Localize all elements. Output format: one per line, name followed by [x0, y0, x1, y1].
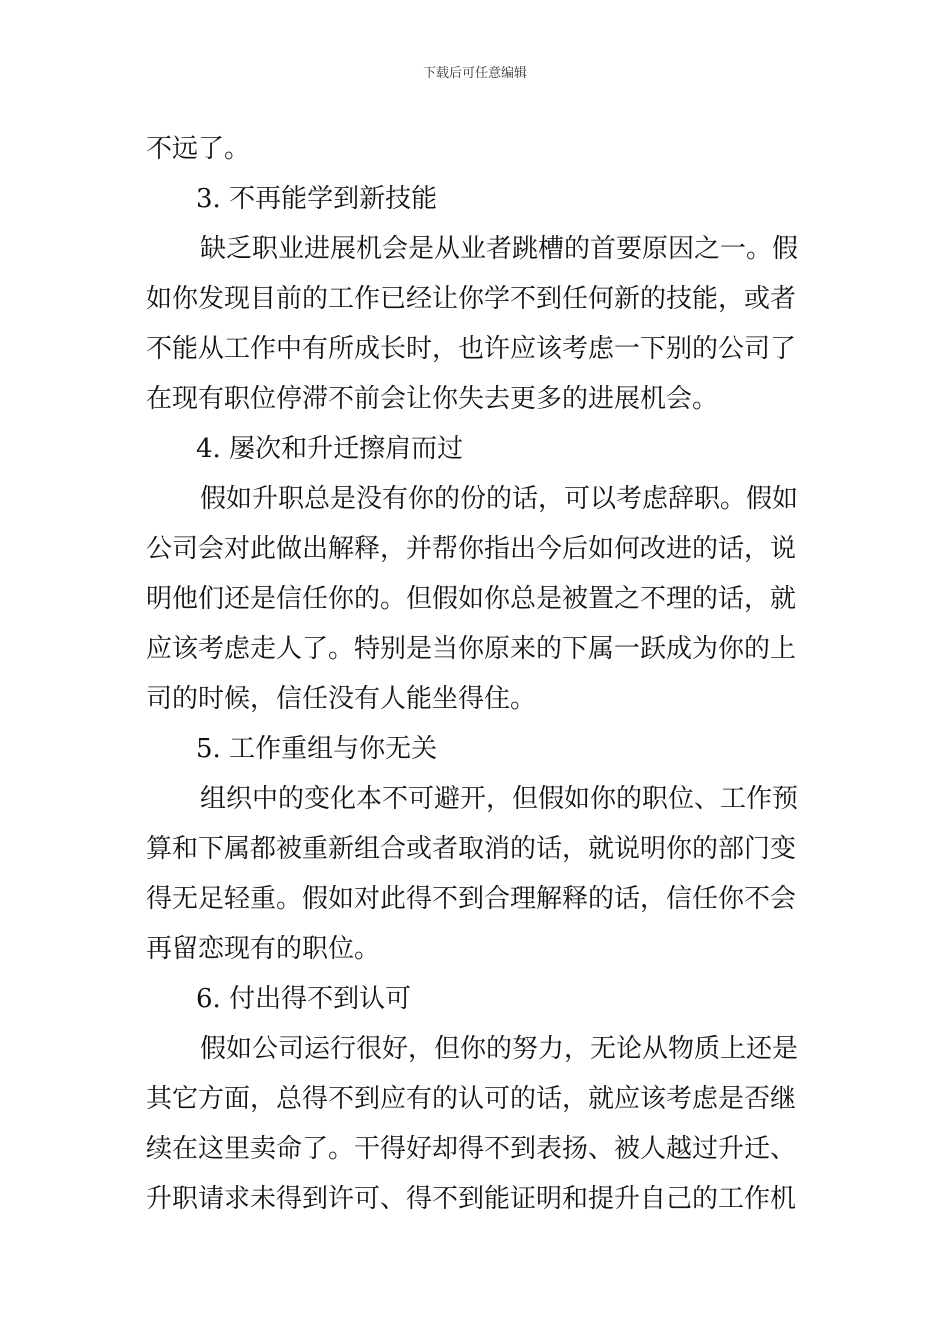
paragraph-line: 得无足轻重。假如对此得不到合理解释的话，信任你不会: [146, 884, 797, 914]
paragraph-line: 明他们还是信任你的。但假如你总是被置之不理的话，就: [146, 584, 797, 614]
paragraph-line: 公司会对此做出解释，并帮你指出今后如何改进的话，说: [146, 534, 797, 564]
section-heading: 4. 屡次和升迁擦肩而过: [196, 434, 464, 464]
paragraph-line: 假如公司运行很好，但你的努力，无论从物质上还是: [200, 1034, 799, 1064]
paragraph-line: 升职请求未得到许可、得不到能证明和提升自己的工作机: [146, 1184, 797, 1214]
paragraph-line: 其它方面，总得不到应有的认可的话，就应该考虑是否继: [146, 1084, 797, 1114]
page-header-note: 下载后可任意编辑: [422, 66, 527, 81]
paragraph-line: 不能从工作中有所成长时，也许应该考虑一下别的公司了: [146, 334, 797, 364]
section-heading: 6. 付出得不到认可: [196, 984, 412, 1014]
paragraph-line: 再留恋现有的职位。: [146, 934, 381, 964]
paragraph-line: 缺乏职业进展机会是从业者跳槽的首要原因之一。假: [200, 234, 799, 264]
paragraph-line: 续在这里卖命了。干得好却得不到表扬、被人越过升迁、: [146, 1134, 797, 1164]
paragraph-line: 算和下属都被重新组合或者取消的话，就说明你的部门变: [146, 834, 797, 864]
paragraph-line: 在现有职位停滞不前会让你失去更多的进展机会。: [146, 384, 719, 414]
paragraph-line: 司的时候，信任没有人能坐得住。: [146, 684, 537, 714]
paragraph-line: 如你发现目前的工作已经让你学不到任何新的技能，或者: [146, 284, 797, 314]
paragraph-line: 不远了。: [146, 134, 251, 164]
section-heading: 5. 工作重组与你无关: [196, 734, 438, 764]
paragraph-line: 应该考虑走人了。特别是当你原来的下属一跃成为你的上: [146, 634, 797, 664]
paragraph-line: 组织中的变化本不可避开，但假如你的职位、工作预: [200, 784, 799, 814]
paragraph-line: 假如升职总是没有你的份的话，可以考虑辞职。假如: [200, 484, 799, 514]
section-heading: 3. 不再能学到新技能: [196, 184, 438, 214]
